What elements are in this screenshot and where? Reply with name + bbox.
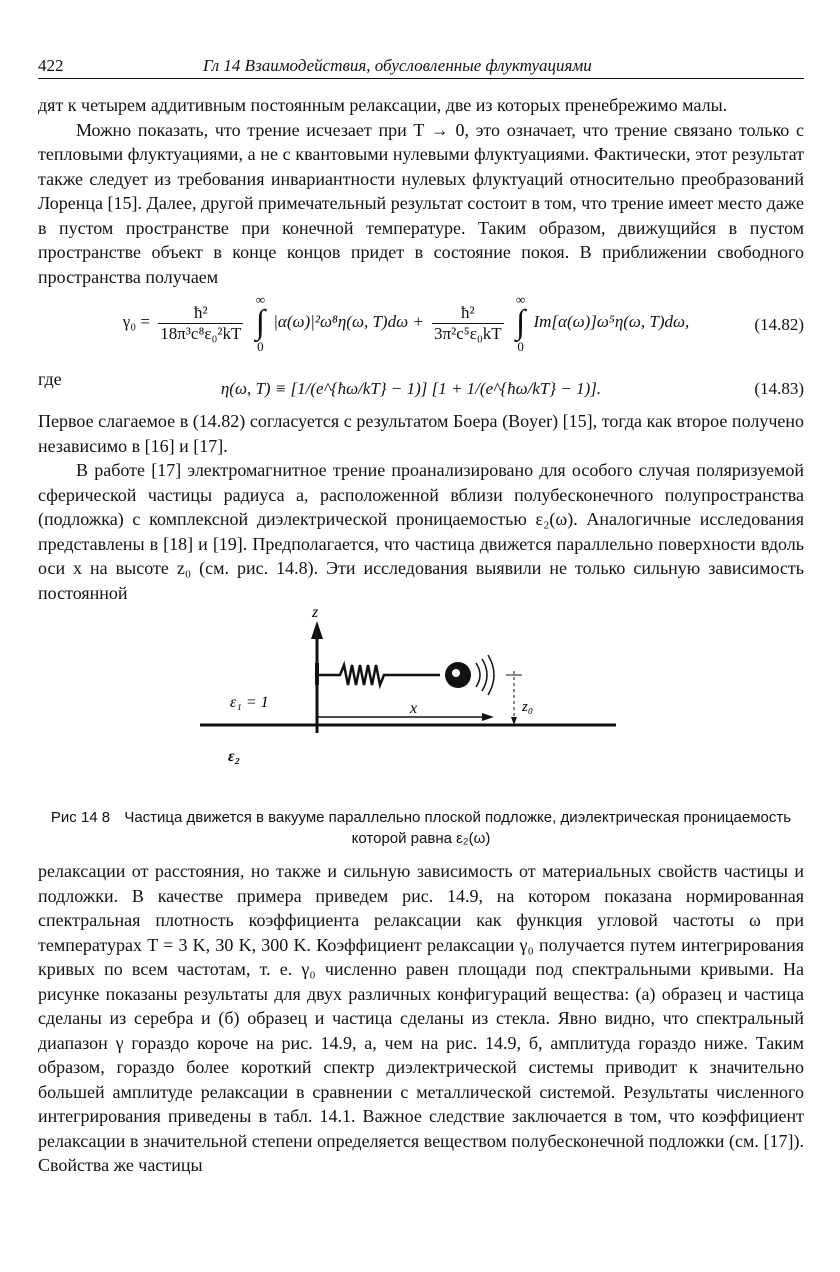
caption-text: Частица движется в вакууме параллельно плоской подложке, диэлектрическая проницаемость которой равна ε₂(ω) bbox=[124, 809, 792, 847]
eq1-int1-upper: ∞ bbox=[255, 292, 265, 307]
figure-diagram bbox=[38, 605, 804, 795]
eq1-frac2-den: 3π²c⁵ε₀kT bbox=[434, 323, 502, 343]
emission-arc-3 bbox=[488, 655, 494, 695]
running-title: Гл 14 Взаимодействия, обусловленные флуктуациями bbox=[203, 56, 592, 75]
paragraph-5: релаксации от расстояния, но также и сильную зависимость от материальных свойств частицы и подложки. В качестве примера приведем рис. 14.9, на котором показана нормированная спектральная плотность коэффициента релаксации как функция угловой частоты ω при температурах T = 3 K, 30 K, 300 K. Коэффициент релаксации γ₀ получается путем интегрирования кривых по всем частотам, т. е. γ₀ численно равен площади под спектральными кривыми. На рисунке показаны результаты для двух различных конфигураций вещества: (а) образец и частица сделаны из серебра и (б) образец и частица сделаны из стекла. Явно видно, что спектральный диапазон γ гораздо короче на рис. 14.9, а, чем на рис. 14.9, б, амплитуда гораздо ниже. Таким образом, гораздо более короткий спектр диэлектрической системы приводит к значительно большей амплитуде релаксации в сравнении с металлической системой. Результаты численного интегрирования приведены в табл. 14.1. Важное следствие заключается в том, что коэффициент релаксации в значительной степени определяется веществом полубесконечной подложки (см. [17]). Свойства же частицы bbox=[38, 861, 804, 1175]
eq1-lhs: γ₀ = bbox=[122, 311, 150, 331]
eq1-int2-upper: ∞ bbox=[515, 292, 526, 307]
integral-sign: ∫ bbox=[255, 304, 265, 341]
equation-14-83 bbox=[38, 369, 804, 409]
eq1-frac2-num: ħ² bbox=[432, 303, 504, 324]
eq2-content: η(ω, T) ≡ [1/(e^{ħω/kT} − 1)] [1 + 1/(e^{ħω/kT} − 1)]. bbox=[220, 379, 602, 398]
equation-number-14-83: (14.83) bbox=[754, 379, 804, 398]
label-eps1: ε₁ = 1 bbox=[230, 694, 269, 711]
label-z: z bbox=[312, 605, 319, 621]
paragraph-3: Первое слагаемое в (14.82) согласуется с результатом Боера (Boyer) [15], тогда как второе получено независимо в [16] и [17]. bbox=[38, 411, 804, 456]
x-axis-arrow bbox=[482, 713, 494, 721]
equation-14-82 bbox=[38, 289, 804, 369]
eq1-integrand2: Im[α(ω)]ω⁵η(ω, T)dω, bbox=[533, 311, 690, 331]
z-axis-arrow bbox=[311, 621, 323, 639]
paragraph-2: Можно показать, что трение исчезает при T → 0, это означает, что трение связано только с тепловыми флуктуациями, а не с квантовыми нулевыми флуктуациями. Фактически, этот результат также следует из требования инвариантности нулевых флуктуаций относительно преобразований Лоренца [15]. Далее, другой примечательный результат состоит в том, что трение имеет место даже в пустом пространстве при конечной температуре. Таким образом, движущийся в пустом пространстве объект в конце концов придет в состояние покоя. В приближении свободного пространства получаем bbox=[38, 119, 804, 287]
eq1-integrand1: |α(ω)|²ω⁸η(ω, T)dω + bbox=[273, 311, 424, 331]
eq1-frac1-num: ħ² bbox=[158, 303, 243, 324]
eq1-frac1-den: 18π³c⁸ε₀²kT bbox=[160, 323, 242, 343]
integral-sign: ∫ bbox=[515, 304, 526, 341]
label-eps2: ε₂ bbox=[228, 748, 241, 765]
equation-number-14-82: (14.82) bbox=[754, 315, 804, 334]
eq1-int2-lower: 0 bbox=[517, 339, 524, 354]
caption-number: Рис 14 8 bbox=[50, 809, 111, 826]
page-number: 422 bbox=[38, 56, 64, 75]
where-word: где bbox=[38, 369, 62, 389]
particle-highlight bbox=[452, 669, 460, 677]
label-x: x bbox=[410, 700, 418, 717]
paragraph-4: В работе [17] электромагнитное трение проанализировано для особого случая поляризуемой сферической частицы радиуса a, расположенной вблизи полубесконечного полупространства (подложка) с комплексной диэлектрической проницаемостью ε₂(ω). Аналогичные исследования представлены в [18] и [19]. Предполагается, что частица движется параллельно поверхности вдоль оси x на высоте z₀ (см. рис. 14.8). Эти исследования выявили не только сильную зависимость постоянной bbox=[38, 460, 804, 603]
page bbox=[38, 52, 804, 1178]
eq1-int1-lower: 0 bbox=[257, 339, 264, 354]
paragraph-1: дят к четырем аддитивным постоянным релаксации, две из которых пренебрежимо малы. bbox=[38, 95, 728, 115]
label-z0: z₀ bbox=[522, 699, 534, 715]
running-header bbox=[38, 52, 804, 79]
figure-14-8 bbox=[38, 605, 804, 795]
spring bbox=[319, 665, 440, 685]
emission-arc-1 bbox=[476, 663, 480, 687]
emission-arc-2 bbox=[482, 659, 487, 691]
figure-caption bbox=[38, 807, 804, 849]
